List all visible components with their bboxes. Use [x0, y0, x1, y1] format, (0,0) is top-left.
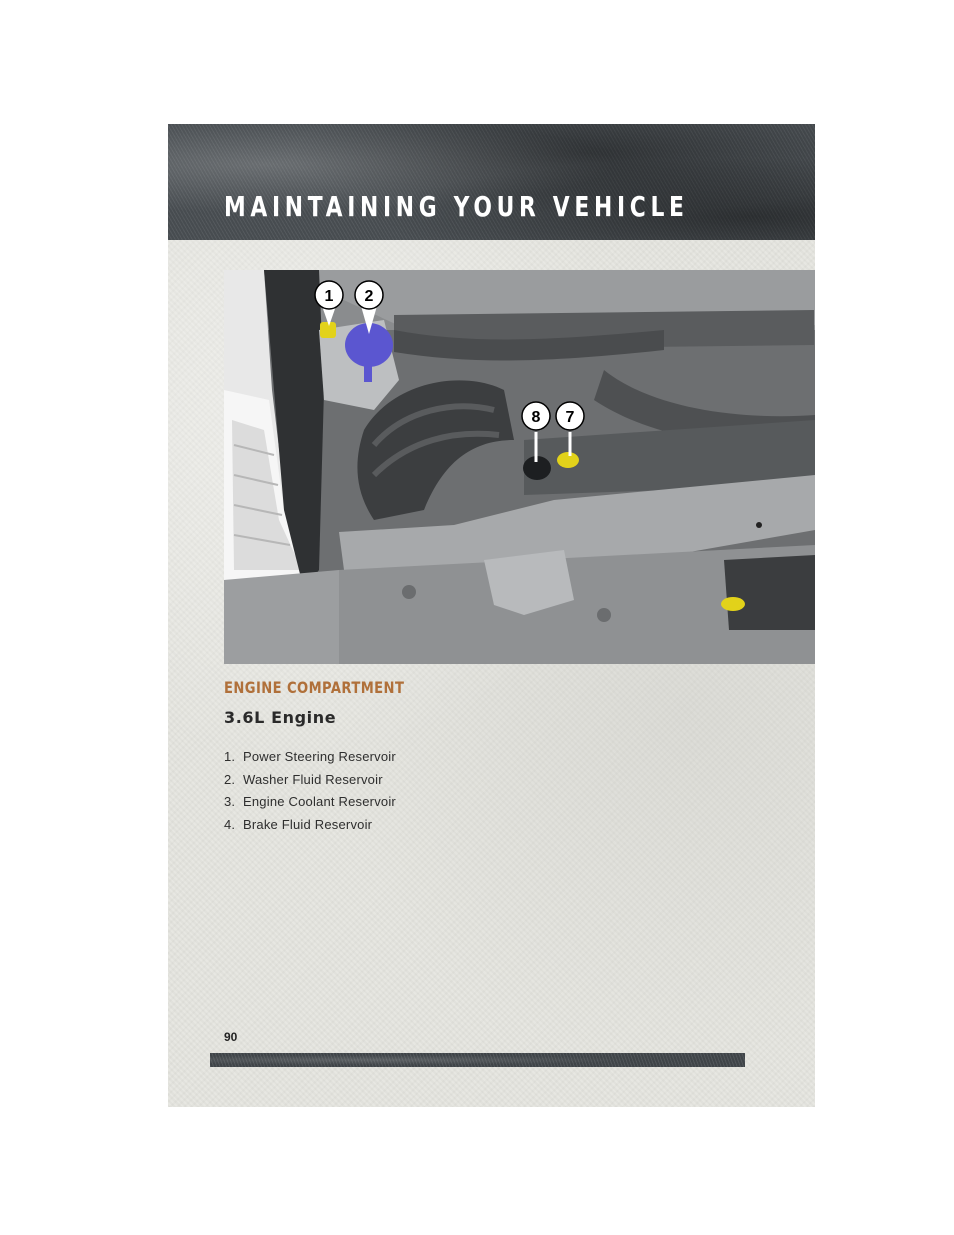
callout-2: [355, 281, 383, 309]
manual-page: [168, 124, 815, 1107]
engine-compartment-image: [224, 270, 815, 664]
list-item-number: 3.: [224, 794, 236, 809]
svg-text:1: 1: [324, 288, 334, 305]
svg-text:2: 2: [364, 288, 374, 305]
list-item: [224, 748, 396, 771]
list-item-number: 4.: [224, 816, 236, 832]
callout-8: [522, 402, 550, 430]
list-item-label: Engine Coolant Reservoir: [243, 794, 396, 809]
list-item: [224, 771, 396, 794]
svg-text:8: 8: [531, 409, 541, 426]
section-title: ENGINE COMPARTMENT: [224, 678, 405, 697]
callout-7: [556, 402, 584, 430]
list-item-label: Washer Fluid Reservoir: [243, 771, 383, 787]
svg-text:7: 7: [565, 409, 575, 426]
footer-bar: [210, 1053, 745, 1067]
list-item: [224, 816, 396, 839]
header-band: [168, 124, 815, 240]
power-steering-cap-marker: [320, 322, 336, 338]
list-item-label: Brake Fluid Reservoir: [243, 816, 373, 832]
page-title: MAINTAINING YOUR VEHICLE: [224, 190, 689, 223]
list-item-number: 1.: [224, 749, 236, 764]
list-item: [224, 793, 396, 816]
component-list: [224, 748, 396, 838]
dipstick-marker: [721, 597, 745, 611]
section-subtitle: 3.6L Engine: [224, 708, 337, 727]
list-item-label: Power Steering Reservoir: [243, 749, 396, 764]
brake-fluid-cap-marker: [557, 452, 579, 468]
list-item-number: 2.: [224, 771, 236, 787]
callout-1: [315, 281, 343, 309]
page-number: 90: [224, 1030, 238, 1044]
